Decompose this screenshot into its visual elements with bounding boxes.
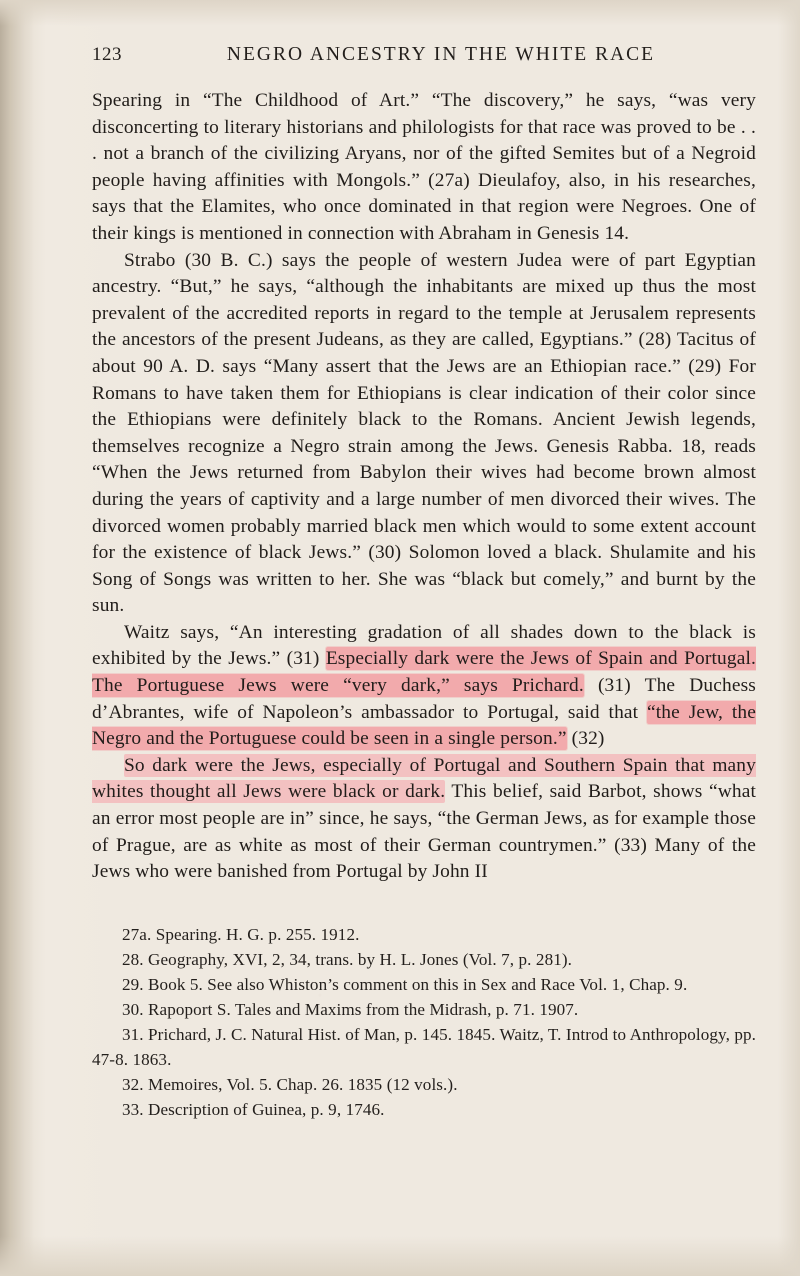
- paragraph-1: Spearing in “The Childhood of Art.” “The discovery,” he says, “was very disconcerting to literary historians and philologists for that race was proved to be . . . not a branch of the civilizing Aryans, nor of the gifted Semites but of a Negroid people having affinities with Mongols.” (27a) Dieulafoy, also, in his researches, says that the Elamites, who once dominated in that region were Negroes. One of their kings is mentioned in connection with Abraham in Genesis 14.: [92, 90, 756, 244]
- page-number: 123: [92, 44, 122, 65]
- footnote-item: 28. Geography, XVI, 2, 34, trans. by H. L. Jones (Vol. 7, p. 281).: [122, 949, 573, 969]
- paragraph-3: [92, 620, 756, 753]
- page-top-shadow: [0, 0, 800, 26]
- footnote-item: 31. Prichard, J. C. Natural Hist. of Man, p. 145. 1845. Waitz, T. Introd to Anthropology, pp. 47-8. 1863.: [92, 1024, 756, 1069]
- paragraph-4-text-after-highlight: This belief, said Barbot, shows “what an error most people are in” since, he says, “the German Jews, as for example those of Prague, are as white as most of their German countrymen.” (33) Many of the Jews who were banished from Portugal by John II: [92, 781, 756, 883]
- page-bottom-shadow: [0, 1236, 800, 1276]
- highlight-span-2: “the Jew, the Negro and the Portuguese could be seen in a single person.”: [92, 701, 756, 750]
- footnote-list: [92, 922, 756, 1122]
- footnote-item: 29. Book 5. See also Whiston’s comment on this in Sex and Race Vol. 1, Chap. 9.: [122, 974, 688, 994]
- footnote-item: 27a. Spearing. H. G. p. 255. 1912.: [122, 924, 360, 944]
- page-title: NEGRO ANCESTRY IN THE WHITE RACE: [226, 44, 656, 65]
- footnote-item: 32. Memoires, Vol. 5. Chap. 26. 1835 (12 vols.).: [122, 1074, 458, 1094]
- paragraph-4: [92, 753, 756, 886]
- paragraph-2: Strabo (30 B. C.) says the people of western Judea were of part Egyptian ancestry. “But,” he says, “although the inhabitants are mixed up thus the most prevalent of the accredited reports in regard to the temple at Jerusalem represents the ancestors of the present Judeans, as they are called, Egyptians.” (28) Tacitus of about 90 A. D. says “Many assert that the Jews are an Ethiopian race.” (29) For Romans to have taken them for Ethiopians is clear indication of their color since the Ethiopians were definitely black to the Romans. Ancient Jewish legends, themselves recognize a Negro strain among the Jews. Genesis Rabba. 18, reads “When the Jews returned from Babylon their wives had become brown almost during the years of captivity and a large number of men divorced their wives. The divorced women probably married black men which would to some extent account for the existence of black Jews.” (30) Solomon loved a black. Shulamite and his Song of Songs was written to her. She was “black but comely,” and burnt by the sun.: [92, 249, 756, 617]
- paragraph-3-text-middle: (31) The Duchess d’Abrantes, wife of Napoleon’s ambassador to Portugal, said that: [92, 675, 756, 723]
- highlight-span-1: Especially dark were the Jews of Spain and Portugal. The Portuguese Jews were “very dark,” says Prichard.: [92, 648, 756, 697]
- footnote-item: 33. Description of Guinea, p. 9, 1746.: [122, 1099, 385, 1119]
- footnote-item: 30. Rapoport S. Tales and Maxims from the Midrash, p. 71. 1907.: [122, 999, 579, 1019]
- paragraph-3-text-after-highlight: (32): [566, 728, 605, 750]
- page-content: [0, 44, 800, 1122]
- paragraph-3-text-before-highlight: Waitz says, “An interesting gradation of all shades down to the black is exhibited by the Jews.” (31): [92, 621, 756, 670]
- running-head: [92, 44, 756, 66]
- body-text: [92, 88, 756, 886]
- highlight-span-3: So dark were the Jews, especially of Portugal and Southern Spain that many whites thought all Jews were black or dark.: [92, 754, 756, 803]
